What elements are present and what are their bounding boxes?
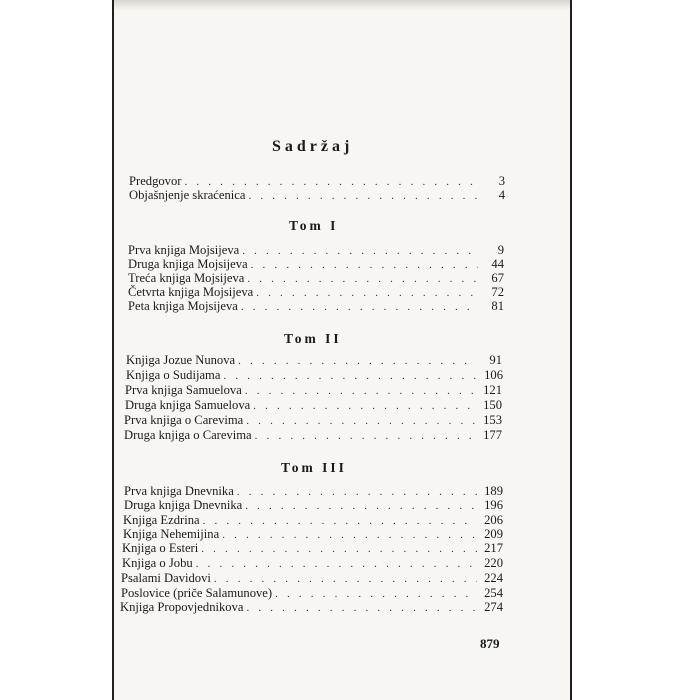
toc-entry — [121, 571, 503, 586]
toc-entry-page: 177 — [483, 428, 502, 442]
toc-entry-page: 189 — [484, 484, 503, 498]
toc-entry — [124, 428, 502, 443]
toc-entry — [128, 257, 504, 272]
leader-dots — [223, 369, 477, 383]
toc-entry-page: 44 — [491, 257, 504, 271]
toc-entry — [128, 243, 504, 258]
toc-entry-label: Predgovor — [129, 174, 182, 188]
toc-entry-label: Prva knjiga Dnevnika — [124, 484, 234, 498]
toc-entry-page: 91 — [489, 353, 502, 367]
toc-entry-page: 196 — [484, 498, 503, 512]
toc-entry — [128, 285, 504, 300]
toc-entry-page: 81 — [491, 299, 504, 313]
toc-entry — [123, 527, 503, 542]
leader-dots — [241, 300, 478, 314]
toc-entry — [129, 174, 505, 189]
toc-entry-label: Knjiga o Jobu — [122, 556, 193, 570]
toc-entry-page: 106 — [484, 368, 503, 382]
toc-entry-page: 72 — [491, 285, 504, 299]
toc-entry-label: Prva knjiga o Carevima — [124, 413, 244, 427]
toc-entry — [124, 413, 502, 428]
toc-entry — [124, 484, 503, 499]
toc-entry — [120, 600, 503, 615]
toc-entry-label: Psalami Davidovi — [121, 571, 211, 585]
toc-entry-page: 274 — [484, 600, 503, 614]
toc-entry-page: 220 — [484, 556, 503, 570]
leader-dots — [184, 175, 479, 189]
leader-dots — [203, 514, 477, 528]
leader-dots — [242, 244, 478, 258]
toc-entry-label: Druga knjiga Samuelova — [125, 398, 251, 412]
leader-dots — [245, 499, 477, 513]
toc-entry — [126, 368, 503, 383]
toc-entry — [123, 513, 503, 528]
toc-entry — [124, 498, 503, 513]
toc-entry-label: Peta knjiga Mojsijeva — [128, 299, 238, 313]
toc-entry — [122, 541, 503, 556]
right-margin — [572, 0, 700, 700]
leader-dots — [255, 429, 476, 443]
leader-dots — [251, 258, 478, 272]
left-margin — [0, 0, 112, 700]
toc-entry-label: Četvrta knjiga Mojsijeva — [128, 285, 254, 299]
leader-dots — [246, 601, 477, 615]
page-number: 879 — [480, 636, 500, 651]
toc-entry-label: Knjiga Jozue Nunova — [126, 353, 236, 367]
toc-entry-page: 217 — [484, 541, 503, 555]
leader-dots — [237, 485, 477, 499]
toc-entry-label: Knjiga Ezdrina — [123, 513, 200, 527]
toc-entry-page: 153 — [483, 413, 502, 427]
toc-title: Sadržaj — [272, 138, 354, 155]
toc-entry-page: 150 — [483, 398, 502, 412]
toc-entry-label: Druga knjiga o Carevima — [124, 428, 252, 442]
leader-dots — [222, 528, 477, 542]
toc-entry-label: Druga knjiga Mojsijeva — [128, 257, 248, 271]
toc-entry-page: 9 — [497, 243, 504, 257]
section-heading: Tom I — [289, 218, 339, 233]
section-heading: Tom II — [284, 331, 342, 346]
leader-dots — [248, 189, 479, 203]
toc-entry-page: 254 — [484, 586, 503, 600]
toc-entry — [121, 586, 503, 601]
toc-entry-page: 3 — [498, 174, 505, 188]
toc-entry-page: 206 — [484, 513, 503, 527]
toc-entry — [122, 556, 503, 571]
toc-entry — [125, 383, 502, 398]
leader-dots — [201, 542, 477, 556]
leader-dots — [246, 414, 476, 428]
toc-entry — [129, 188, 505, 203]
toc-entry-page: 121 — [483, 383, 502, 397]
toc-entry-page: 209 — [484, 527, 503, 541]
toc-entry-page: 224 — [484, 571, 503, 585]
toc-entry-label: Druga knjiga Dnevnika — [124, 498, 243, 512]
toc-entry-label: Prva knjiga Samuelova — [125, 383, 242, 397]
toc-entry — [125, 398, 502, 413]
leader-dots — [275, 587, 477, 601]
toc-entry-page: 67 — [491, 271, 504, 285]
toc-entry-label: Objašnjenje skraćenica — [129, 188, 246, 202]
toc-entry — [128, 299, 504, 314]
toc-entry-label: Treća knjiga Mojsijeva — [128, 271, 245, 285]
leader-dots — [196, 557, 477, 571]
leader-dots — [238, 354, 476, 368]
toc-entry-label: Knjiga o Sudijama — [126, 368, 221, 382]
leader-dots — [256, 286, 478, 300]
toc-entry — [128, 271, 504, 286]
leader-dots — [214, 572, 477, 586]
toc-entry — [126, 353, 502, 368]
toc-entry-label: Knjiga Nehemijina — [123, 527, 220, 541]
leader-dots — [253, 399, 476, 413]
toc-entry-label: Knjiga o Esteri — [122, 541, 199, 555]
toc-entry-label: Prva knjiga Mojsijeva — [128, 243, 240, 257]
leader-dots — [247, 272, 478, 286]
toc-entry-label: Knjiga Propovjednikova — [120, 600, 244, 614]
leader-dots — [245, 384, 476, 398]
section-heading: Tom III — [281, 460, 347, 475]
toc-entry-page: 4 — [498, 188, 505, 202]
toc-entry-label: Poslovice (priče Salamunove) — [121, 586, 273, 600]
